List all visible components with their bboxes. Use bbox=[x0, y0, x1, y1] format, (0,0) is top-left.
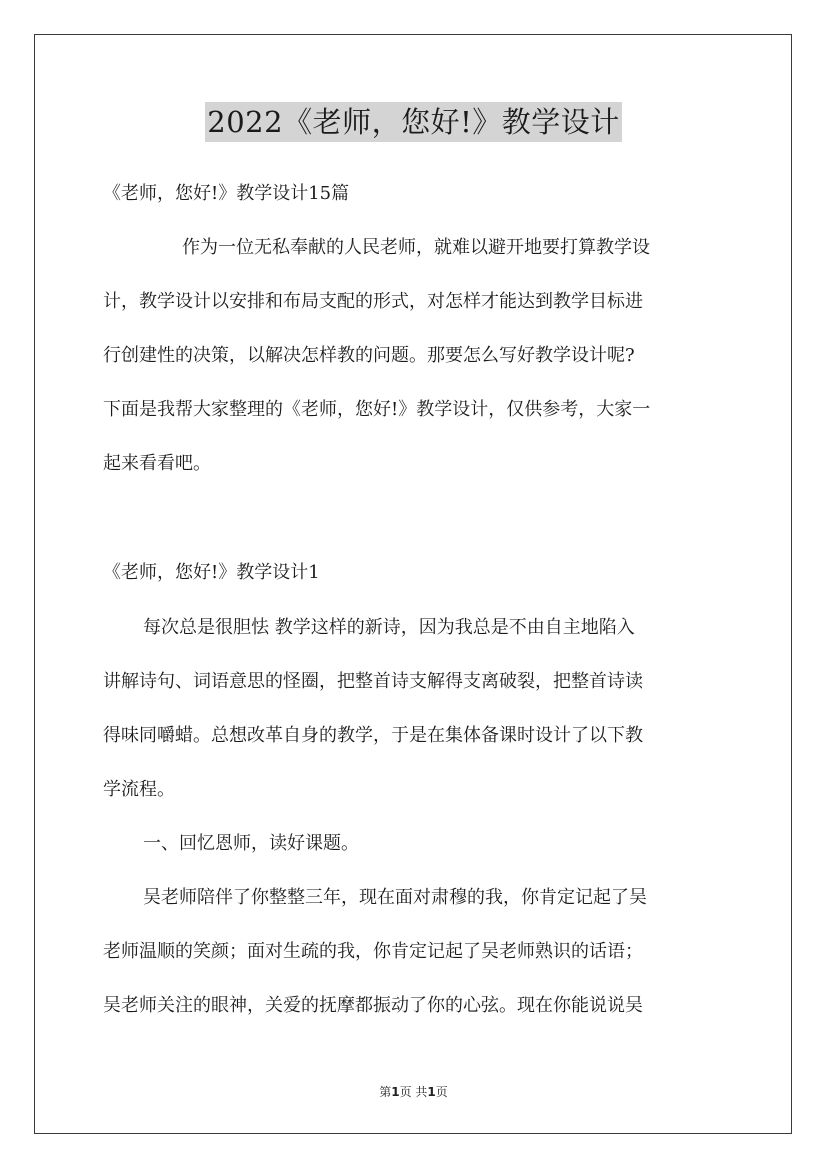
intro-line-3: 行创建性的决策，以解决怎样教的问题。那要怎么写好教学设计呢? bbox=[103, 345, 635, 366]
para2-line-2: 老师温顺的笑颜；面对生疏的我，你肯定记起了吴老师熟识的话语； bbox=[103, 941, 643, 962]
intro-line-2: 计，教学设计以安排和布局支配的形式，对怎样才能达到教学目标进 bbox=[103, 291, 643, 312]
footer-page-prefix: 第 bbox=[379, 1085, 392, 1099]
intro-line-4: 下面是我帮大家整理的《老师，您好!》教学设计，仅供参考，大家一 bbox=[103, 399, 651, 420]
footer-page-total: 1 bbox=[427, 1085, 436, 1099]
intro-line-5: 起来看看吧。 bbox=[103, 453, 211, 474]
footer-page-suffix: 页 bbox=[435, 1085, 448, 1099]
para2-line-3: 吴老师关注的眼神，关爱的抚摩都振动了你的心弦。现在你能说说吴 bbox=[103, 995, 643, 1016]
section-heading: 《老师，您好!》教学设计1 bbox=[103, 562, 320, 583]
para1-line-4: 学流程。 bbox=[103, 779, 175, 800]
title-wrapper bbox=[0, 102, 827, 142]
para1-line-3: 得味同嚼蜡。总想改革自身的教学，于是在集体备课时设计了以下教 bbox=[103, 725, 643, 746]
step-heading: 一、回忆恩师，读好课题。 bbox=[143, 833, 359, 854]
document-title: 2022《老师，您好!》教学设计 bbox=[205, 102, 621, 142]
para1-line-1: 每次总是很胆怯 教学这样的新诗，因为我总是不由自主地陷入 bbox=[143, 617, 635, 638]
footer-page-current: 1 bbox=[391, 1085, 400, 1099]
page-footer bbox=[0, 1084, 827, 1100]
para1-line-2: 讲解诗句、词语意思的怪圈，把整首诗支解得支离破裂，把整首诗读 bbox=[103, 671, 643, 692]
footer-page-mid: 页 共 bbox=[399, 1085, 428, 1099]
intro-line-1: 作为一位无私奉献的人民老师，就难以避开地要打算教学设 bbox=[182, 237, 650, 258]
document-subtitle: 《老师，您好!》教学设计15篇 bbox=[103, 183, 350, 204]
para2-line-1: 吴老师陪伴了你整整三年，现在面对肃穆的我，你肯定记起了吴 bbox=[143, 887, 647, 908]
